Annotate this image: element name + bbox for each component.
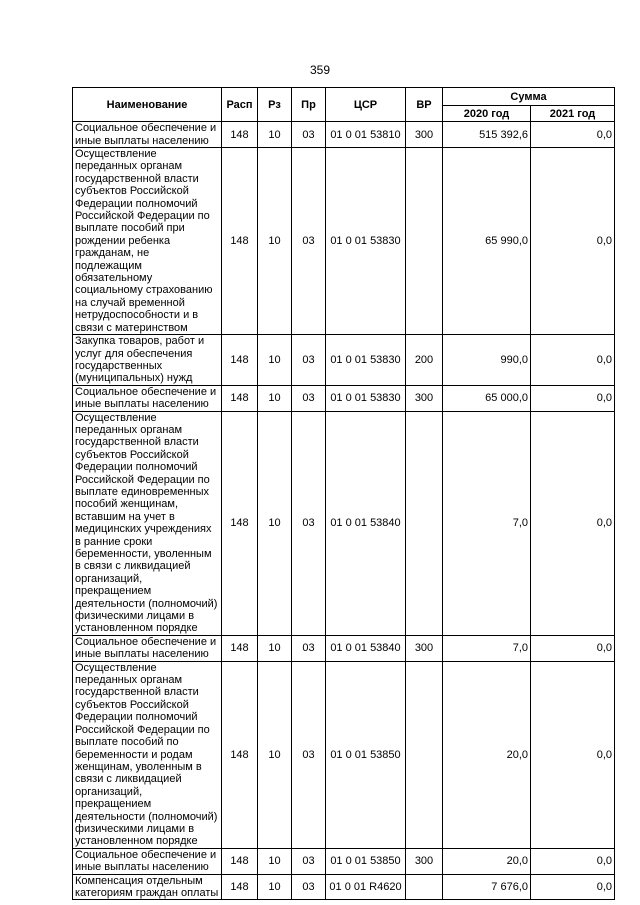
cell-2020: 65 990,0 <box>443 148 531 335</box>
cell-name: Осуществление переданных органам государственной власти субъектов Российской Федерации полномочий Российской Федерации по выплате пособий при рождении ребенка гражданам, не подлежащим обязательному социальному страхованию на случай временной нетрудоспособности и в связи с материнством <box>73 148 222 335</box>
cell-2021: 0,0 <box>531 335 615 386</box>
table-row <box>73 635 615 661</box>
table-row <box>73 335 615 386</box>
cell-name: Социальное обеспечение и иные выплаты населению <box>73 848 222 874</box>
cell-2021: 0,0 <box>531 411 615 635</box>
cell-rz: 10 <box>258 385 292 411</box>
cell-name: Компенсация отдельным категориям граждан оплаты <box>73 874 222 900</box>
cell-vr <box>406 874 443 900</box>
cell-rasp: 148 <box>222 335 258 386</box>
cell-csr: 01 0 01 53830 <box>326 385 406 411</box>
cell-2020: 7,0 <box>443 635 531 661</box>
cell-vr <box>406 661 443 848</box>
cell-rz: 10 <box>258 122 292 148</box>
cell-csr: 01 0 01 R4620 <box>326 874 406 900</box>
cell-rz: 10 <box>258 335 292 386</box>
table-row <box>73 661 615 848</box>
cell-pr: 03 <box>292 661 326 848</box>
cell-pr: 03 <box>292 635 326 661</box>
header-vr: ВР <box>406 88 443 122</box>
cell-vr <box>406 411 443 635</box>
table-row <box>73 411 615 635</box>
cell-2020: 7,0 <box>443 411 531 635</box>
cell-2020: 20,0 <box>443 661 531 848</box>
page-number: 359 <box>309 63 331 77</box>
cell-pr: 03 <box>292 411 326 635</box>
cell-rasp: 148 <box>222 411 258 635</box>
cell-name: Социальное обеспечение и иные выплаты населению <box>73 635 222 661</box>
cell-pr: 03 <box>292 122 326 148</box>
cell-csr: 01 0 01 53830 <box>326 335 406 386</box>
header-name: Наименование <box>73 88 222 122</box>
cell-rz: 10 <box>258 635 292 661</box>
cell-rasp: 148 <box>222 874 258 900</box>
cell-rasp: 148 <box>222 385 258 411</box>
cell-2020: 20,0 <box>443 848 531 874</box>
cell-2021: 0,0 <box>531 385 615 411</box>
cell-vr: 300 <box>406 635 443 661</box>
cell-2021: 0,0 <box>531 848 615 874</box>
cell-rz: 10 <box>258 848 292 874</box>
cell-rz: 10 <box>258 411 292 635</box>
cell-rasp: 148 <box>222 661 258 848</box>
cell-vr <box>406 148 443 335</box>
cell-csr: 01 0 01 53840 <box>326 411 406 635</box>
cell-2021: 0,0 <box>531 874 615 900</box>
table-body <box>73 122 615 900</box>
cell-rasp: 148 <box>222 148 258 335</box>
cell-name: Осуществление переданных органам государственной власти субъектов Российской Федерации полномочий Российской Федерации по выплате пособий по беременности и родам женщинам, уволенным в связи с ликвидацией организаций, прекращением деятельности (полномочий) физическими лицами в установленном порядке <box>73 661 222 848</box>
cell-rasp: 148 <box>222 848 258 874</box>
header-sum: Сумма <box>443 88 615 106</box>
cell-rz: 10 <box>258 874 292 900</box>
cell-csr: 01 0 01 53840 <box>326 635 406 661</box>
budget-table <box>72 87 615 900</box>
cell-csr: 01 0 01 53850 <box>326 848 406 874</box>
header-year-2021: 2021 год <box>531 106 615 122</box>
table-row <box>73 122 615 148</box>
cell-2021: 0,0 <box>531 148 615 335</box>
table-row <box>73 874 615 900</box>
cell-vr: 300 <box>406 848 443 874</box>
cell-pr: 03 <box>292 874 326 900</box>
cell-name: Осуществление переданных органам государственной власти субъектов Российской Федерации полномочий Российской Федерации по выплате единовременных пособий женщинам, вставшим на учет в медицинских учреждениях в ранние сроки беременности, уволенным в связи с ликвидацией организаций, прекращением деятельности (полномочий) физическими лицами в установленном порядке <box>73 411 222 635</box>
cell-vr: 200 <box>406 335 443 386</box>
cell-2020: 7 676,0 <box>443 874 531 900</box>
cell-2021: 0,0 <box>531 661 615 848</box>
cell-pr: 03 <box>292 335 326 386</box>
header-csr: ЦСР <box>326 88 406 122</box>
cell-2020: 515 392,6 <box>443 122 531 148</box>
cell-csr: 01 0 01 53850 <box>326 661 406 848</box>
header-rz: Рз <box>258 88 292 122</box>
cell-rasp: 148 <box>222 122 258 148</box>
cell-name: Закупка товаров, работ и услуг для обеспечения государственных (муниципальных) нужд <box>73 335 222 386</box>
cell-rz: 10 <box>258 148 292 335</box>
table-row <box>73 385 615 411</box>
cell-2020: 65 000,0 <box>443 385 531 411</box>
cell-csr: 01 0 01 53830 <box>326 148 406 335</box>
cell-2021: 0,0 <box>531 122 615 148</box>
table-row <box>73 148 615 335</box>
table-row <box>73 848 615 874</box>
cell-pr: 03 <box>292 148 326 335</box>
cell-2020: 990,0 <box>443 335 531 386</box>
cell-name: Социальное обеспечение и иные выплаты населению <box>73 122 222 148</box>
cell-pr: 03 <box>292 848 326 874</box>
header-rasp: Расп <box>222 88 258 122</box>
header-pr: Пр <box>292 88 326 122</box>
cell-rz: 10 <box>258 661 292 848</box>
cell-vr: 300 <box>406 122 443 148</box>
cell-csr: 01 0 01 53810 <box>326 122 406 148</box>
header-year-2020: 2020 год <box>443 106 531 122</box>
cell-pr: 03 <box>292 385 326 411</box>
cell-2021: 0,0 <box>531 635 615 661</box>
cell-name: Социальное обеспечение и иные выплаты населению <box>73 385 222 411</box>
cell-rasp: 148 <box>222 635 258 661</box>
cell-vr: 300 <box>406 385 443 411</box>
